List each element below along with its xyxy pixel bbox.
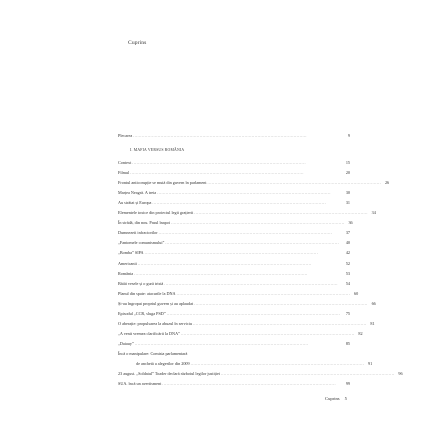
toc-entry-title: Au strătat și Europa: [118, 200, 152, 206]
toc-entry: [118, 330, 363, 336]
toc-entry-page: 82: [358, 330, 363, 336]
toc-entry: [118, 190, 350, 195]
toc-entry-page: 15: [345, 160, 350, 165]
toc-entry-page: 9: [347, 133, 350, 138]
toc-entry: [118, 160, 350, 165]
toc-entry-page: 75: [345, 310, 350, 316]
toc-entry-intro: [118, 133, 350, 138]
toc-entry-title: Bătăi vesele și o gură tristă: [118, 280, 164, 286]
toc-entry-title: Frontul anticorupție se mută din guvern în parlament: [118, 180, 207, 186]
toc-entry-page: 37: [345, 230, 350, 236]
toc-leader-dots: ........................................................................................................................: [130, 170, 304, 176]
toc-entry-page: 54: [345, 280, 350, 286]
toc-entry-title: Marțea Neagră. A treia: [118, 190, 157, 196]
toc-entry-page: 53: [345, 270, 350, 276]
toc-entry-page: 30: [345, 190, 350, 196]
toc-entry: [118, 230, 350, 235]
toc-entry-page: 20: [345, 170, 350, 176]
toc-entry-page: 81: [370, 320, 375, 326]
toc-entry: [118, 220, 353, 226]
toc-entry: [118, 300, 376, 306]
toc-entry-page: 42: [345, 250, 350, 256]
toc-entry-title: Episodul „CCR, sluga PSD”: [118, 310, 166, 316]
toc-entry: [118, 320, 375, 326]
toc-entry: [118, 281, 350, 286]
toc-entry-page: 60: [354, 290, 359, 296]
toc-leader-dots: ........................................................................................................................: [194, 300, 368, 306]
toc-leader-dots: ........................................................................................................................: [166, 310, 341, 316]
toc-entry-title: „Fantomele comunismului”: [118, 240, 165, 246]
toc-leader-dots: ........................................................................................................................: [137, 260, 312, 266]
toc-entry-page: 40: [345, 240, 350, 246]
toc-entry: [118, 290, 359, 296]
toc-entry-title: SUA. încă un avertisment: [118, 381, 162, 387]
toc-leader-dots: ........................................................................................................................: [133, 133, 307, 138]
toc-entry: [118, 311, 350, 316]
toc-entry: [118, 180, 390, 186]
toc-leader-dots: ........................................................................................................................: [171, 220, 345, 226]
toc-leader-dots: ........................................................................................................................: [207, 180, 382, 186]
toc-leader-dots: ........................................................................................................................: [158, 230, 333, 236]
toc-entry-title: Plecarea: [118, 133, 133, 138]
toc-entry-title: Dumnezeii infractorilor: [118, 230, 158, 236]
toc-leader-dots: ........................................................................................................................: [132, 160, 306, 165]
toc-leader-dots: ........................................................................................................................: [192, 320, 367, 326]
toc-leader-dots: ........................................................................................................................: [134, 270, 308, 276]
page-footer: [325, 396, 347, 401]
toc-entry-page: 52: [345, 260, 350, 266]
toc-leader-dots: ........................................................................................................................: [164, 280, 338, 286]
toc-entry: [118, 361, 373, 366]
toc-entry-title: „Daiauy”: [118, 340, 134, 346]
toc-entry: [118, 200, 350, 205]
toc-leader-dots: ........................................................................................................................: [134, 340, 309, 346]
toc-entry-page: 96: [398, 371, 403, 377]
toc-leader-dots: ........................................................................................................................: [165, 240, 340, 246]
toc-entry-title: Și-au îngropat propriul guvern și au aplaudat: [118, 300, 194, 306]
toc-entry-title: Elementele toxice din proiectul legii grațierii: [118, 210, 194, 216]
toc-entry: [118, 381, 350, 386]
toc-entry: [118, 371, 403, 377]
toc-entry: [118, 261, 350, 266]
toc-entry-page: 91: [368, 361, 373, 366]
footer-label: Cuprins: [325, 396, 340, 401]
toc-entry: [118, 250, 350, 255]
toc-entry-title: În strădă, din nou. Pasul înapoi: [118, 220, 170, 226]
toc-entry-title: Context: [118, 160, 132, 165]
toc-entry: [118, 240, 350, 245]
toc-entry-title: de anchetă a alegerilor din 2009: [136, 361, 190, 366]
toc-leader-dots: ........................................................................................................................: [144, 250, 319, 256]
toc-entry: [118, 341, 350, 346]
page-heading: Cuprins: [128, 40, 147, 46]
toc-entry: [118, 271, 350, 276]
toc-entry-title: 23 august. „Soldatul” Toader declară războiul legilor justiției: [118, 371, 220, 377]
toc-entry-title: România: [118, 270, 134, 276]
toc-entry-title: Încă o manipulare: Comisia parlamentară: [118, 351, 188, 356]
toc-entry-title: O aberație: propulsarea la abuzul în serviciu: [118, 320, 192, 326]
toc-entry-page: 36: [348, 220, 353, 226]
toc-entry-title: Filmul: [118, 170, 130, 176]
toc-entry-page: 85: [345, 340, 350, 346]
toc-leader-dots: ........................................................................................................................: [180, 330, 355, 336]
toc-entry-page: 99: [345, 381, 350, 387]
toc-leader-dots: ........................................................................................................................: [176, 290, 351, 296]
toc-entry: [118, 170, 350, 175]
toc-entry-page: 66: [371, 300, 376, 306]
toc-entry-page: 26: [384, 180, 390, 186]
toc-entry-title: Americanii: [118, 260, 137, 266]
page-number: 5: [344, 396, 347, 401]
toc-entry-title: „Bomba” SIPA: [118, 250, 144, 256]
toc-entry-page: 31: [345, 200, 350, 206]
toc-entry-page: 34: [371, 210, 376, 216]
toc-entry: [118, 210, 376, 216]
toc-leader-dots: ........................................................................................................................: [190, 361, 365, 366]
toc-leader-dots: ........................................................................................................................: [152, 200, 327, 206]
section-title: I. MAFIA VERSUS ROMÂNIA: [130, 148, 185, 152]
toc-entry-title: Planul din spate: atacurile la DNA: [118, 290, 176, 296]
toc-leader-dots: ........................................................................................................................: [162, 381, 336, 387]
toc-leader-dots: ........................................................................................................................: [157, 190, 331, 196]
toc-entry-title: „A venit vremea clarificării la DNA”: [118, 330, 180, 336]
toc-leader-dots: ........................................................................................................................: [220, 371, 395, 377]
toc-leader-dots: ........................................................................................................................: [194, 210, 368, 216]
toc-entry: [118, 351, 350, 356]
